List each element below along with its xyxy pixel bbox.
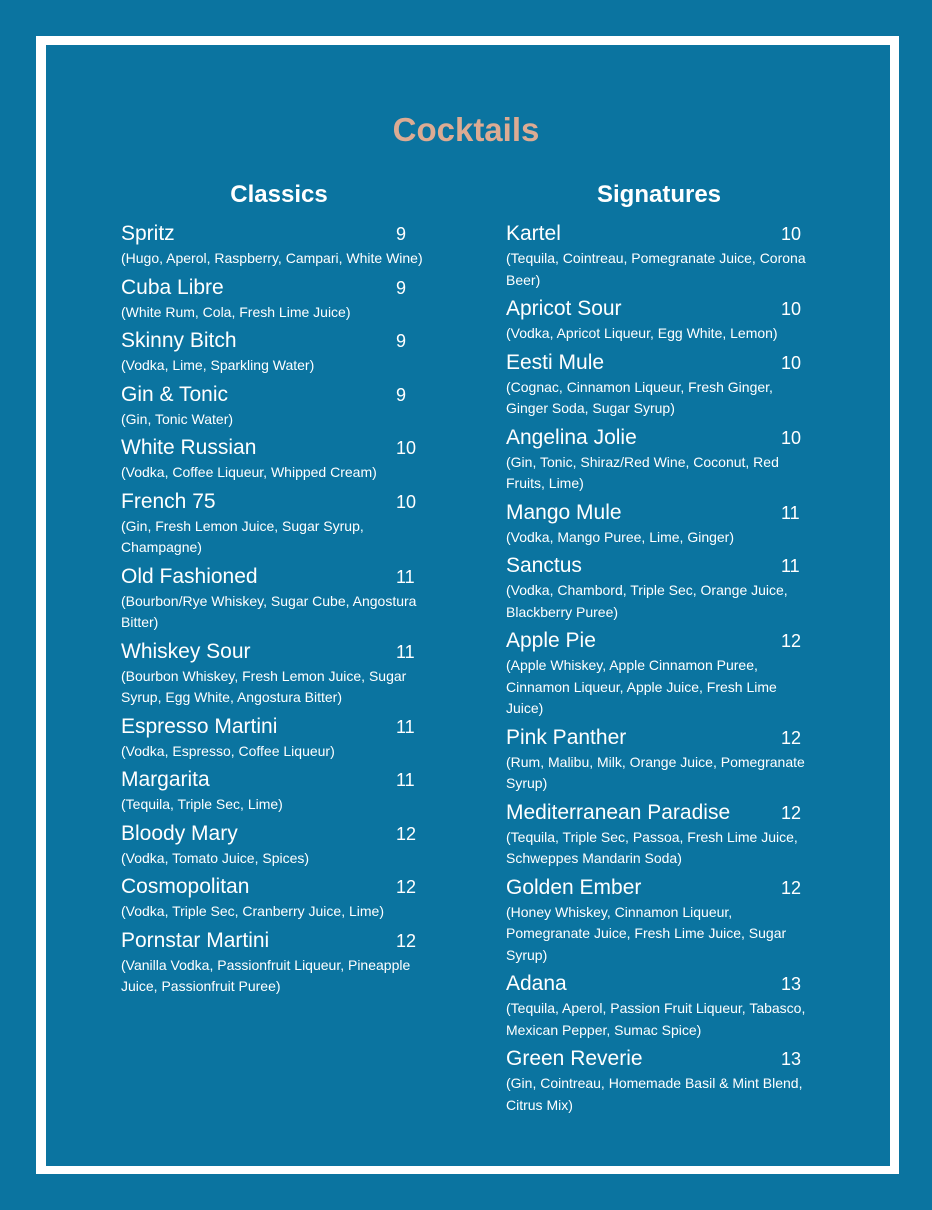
menu-item — [121, 638, 441, 709]
item-price: 12 — [781, 631, 802, 651]
item-ingredients: (Rum, Malibu, Milk, Orange Juice, Pomegranate Syrup) — [506, 753, 805, 791]
item-name: Apricot Sour — [506, 297, 622, 320]
menu-title: Cocktails — [392, 111, 540, 148]
item-name: Eesti Mule — [506, 350, 605, 374]
item-price: 11 — [781, 502, 800, 523]
item-ingredients: (Bourbon/Rye Whiskey, Sugar Cube, Angostura Bitter) — [121, 592, 417, 630]
menu-item — [506, 970, 818, 1041]
item-price: 9 — [396, 384, 407, 405]
menu-item — [121, 563, 441, 634]
item-price: 13 — [781, 1049, 802, 1069]
item-price: 10 — [781, 224, 802, 244]
item-name: Whiskey Sour — [121, 639, 251, 663]
item-price: 9 — [396, 277, 407, 298]
item-name: Mediterranean Paradise — [506, 800, 731, 824]
menu-item — [506, 1045, 818, 1116]
menu-item — [506, 874, 818, 967]
item-name: Adana — [506, 972, 567, 995]
item-price: 11 — [396, 566, 415, 587]
item-ingredients: (Hugo, Aperol, Raspberry, Campari, White Wine) — [121, 250, 423, 266]
item-price: 11 — [781, 556, 800, 576]
item-price: 11 — [396, 716, 415, 737]
item-ingredients: (Vodka, Triple Sec, Cranberry Juice, Lime) — [121, 903, 384, 919]
item-name: Sanctus — [506, 554, 582, 577]
item-ingredients: (Cognac, Cinnamon Liqueur, Fresh Ginger, Ginger Soda, Sugar Syrup) — [506, 378, 773, 416]
item-name: Cosmopolitan — [121, 875, 250, 898]
item-name: Bloody Mary — [121, 821, 238, 845]
item-name: French 75 — [121, 489, 216, 513]
menu-item — [506, 220, 818, 291]
item-price: 12 — [781, 877, 802, 898]
item-ingredients: (Vodka, Chambord, Triple Sec, Orange Juice, Blackberry Puree) — [506, 582, 788, 620]
menu-item — [506, 424, 818, 495]
item-price: 11 — [396, 770, 415, 790]
item-price: 10 — [781, 352, 802, 373]
item-name: Kartel — [506, 222, 561, 245]
item-price: 10 — [396, 438, 417, 458]
item-ingredients: (Gin, Fresh Lemon Juice, Sugar Syrup, Champagne) — [121, 517, 364, 555]
item-name: Espresso Martini — [121, 714, 278, 738]
item-price: 10 — [781, 427, 802, 448]
item-name: Golden Ember — [506, 875, 642, 899]
item-ingredients: (Vodka, Coffee Liqueur, Whipped Cream) — [121, 464, 377, 480]
item-ingredients: (Tequila, Cointreau, Pomegranate Juice, Corona Beer) — [506, 250, 806, 288]
item-ingredients: (Vodka, Mango Puree, Lime, Ginger) — [506, 528, 735, 545]
menu-item — [121, 488, 441, 559]
item-ingredients: (Gin, Tonic Water) — [121, 410, 234, 427]
item-price: 12 — [396, 877, 417, 897]
item-name: Margarita — [121, 768, 210, 791]
item-name: Angelina Jolie — [506, 425, 637, 449]
item-ingredients: (Vodka, Apricot Liqueur, Egg White, Lemon) — [506, 325, 778, 341]
signatures-list — [506, 220, 818, 1120]
item-price: 12 — [396, 930, 417, 951]
menu-item — [121, 927, 441, 998]
item-ingredients: (Honey Whiskey, Cinnamon Liqueur, Pomegranate Juice, Fresh Lime Juice, Sugar Syrup) — [506, 903, 787, 963]
section-heading-signatures: Signatures — [596, 181, 722, 208]
item-name: Skinny Bitch — [121, 329, 237, 352]
item-name: Gin & Tonic — [121, 382, 228, 406]
menu-item — [506, 349, 818, 420]
menu-item — [506, 799, 818, 870]
item-price: 13 — [781, 974, 802, 994]
item-ingredients: (Vodka, Lime, Sparkling Water) — [121, 357, 315, 373]
menu-item — [506, 724, 818, 795]
section-heading-classics: Classics — [230, 181, 328, 208]
item-name: Old Fashioned — [121, 564, 258, 588]
menu-item — [506, 552, 818, 623]
item-ingredients: (White Rum, Cola, Fresh Lime Juice) — [121, 303, 351, 320]
item-price: 12 — [781, 727, 802, 748]
item-price: 9 — [396, 224, 407, 244]
menu-item — [121, 713, 441, 763]
item-price: 9 — [396, 331, 407, 351]
item-name: Green Reverie — [506, 1047, 643, 1070]
item-ingredients: (Bourbon Whiskey, Fresh Lemon Juice, Sugar Syrup, Egg White, Angostura Bitter) — [121, 667, 407, 705]
menu-item — [121, 434, 441, 484]
classics-list — [121, 220, 441, 1002]
item-ingredients: (Tequila, Aperol, Passion Fruit Liqueur, Tabasco, Mexican Pepper, Sumac Spice) — [506, 1000, 806, 1038]
menu-item — [121, 766, 441, 816]
item-price: 12 — [781, 802, 802, 823]
item-name: Mango Mule — [506, 500, 622, 524]
menu-item — [121, 873, 441, 923]
item-ingredients: (Vodka, Tomato Juice, Spices) — [121, 849, 310, 866]
item-name: Apple Pie — [506, 629, 596, 652]
item-name: Cuba Libre — [121, 275, 224, 299]
menu-item — [121, 327, 441, 377]
item-ingredients: (Tequila, Triple Sec, Lime) — [121, 796, 283, 812]
item-ingredients: (Tequila, Triple Sec, Passoa, Fresh Lime Juice, Schweppes Mandarin Soda) — [506, 828, 798, 866]
menu-item — [121, 274, 441, 324]
item-name: Spritz — [121, 222, 175, 245]
menu-item — [121, 220, 441, 270]
item-price: 10 — [396, 491, 417, 512]
menu-item — [506, 295, 818, 345]
item-ingredients: (Gin, Tonic, Shiraz/Red Wine, Coconut, Red Fruits, Lime) — [506, 453, 779, 491]
item-name: Pink Panther — [506, 725, 627, 749]
item-ingredients: (Vodka, Espresso, Coffee Liqueur) — [121, 742, 335, 759]
menu-item — [506, 499, 818, 549]
item-price: 12 — [396, 823, 417, 844]
item-price: 11 — [396, 641, 415, 662]
item-ingredients: (Apple Whiskey, Apple Cinnamon Puree, Cinnamon Liqueur, Apple Juice, Fresh Lime Juice) — [506, 657, 777, 716]
item-name: Pornstar Martini — [121, 928, 270, 952]
menu-item — [506, 627, 818, 720]
menu-item — [121, 381, 441, 431]
item-ingredients: (Gin, Cointreau, Homemade Basil & Mint Blend, Citrus Mix) — [506, 1075, 803, 1113]
menu-item — [121, 820, 441, 870]
item-price: 10 — [781, 299, 802, 319]
item-ingredients: (Vanilla Vodka, Passionfruit Liqueur, Pineapple Juice, Passionfruit Puree) — [121, 956, 411, 994]
item-name: White Russian — [121, 436, 257, 459]
